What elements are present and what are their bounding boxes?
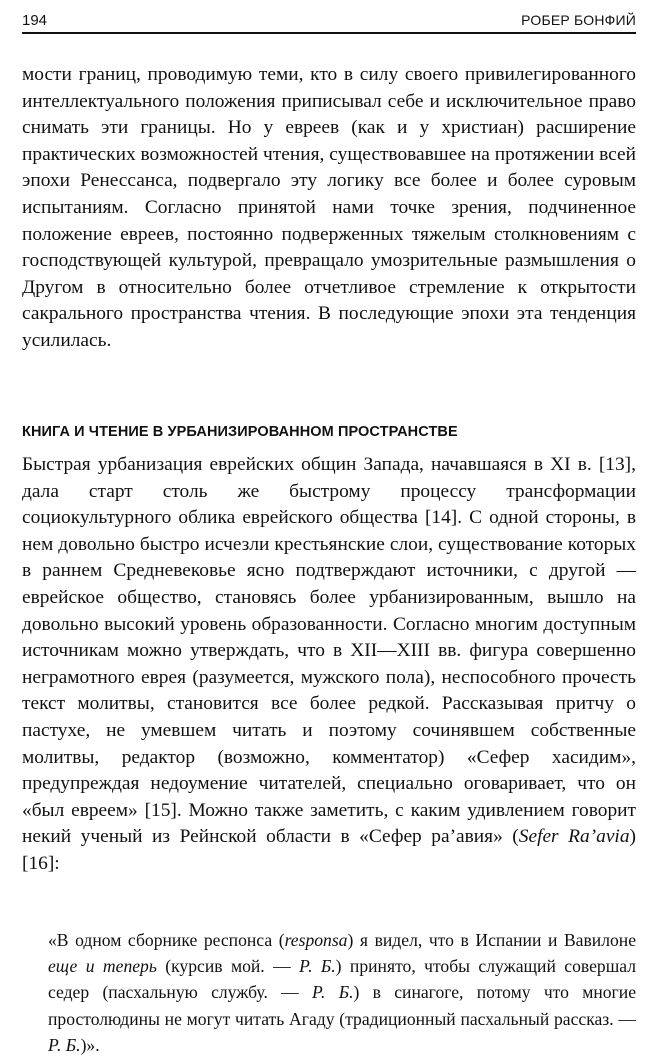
quote-part-e: ) в синагоге, потому что многие простолюдины не могут читать Агаду (традиционный пасхальный рассказ. — — [48, 982, 636, 1029]
quote-part-f: )». — [80, 1034, 100, 1055]
quote-italic-responsa: responsa — [284, 930, 348, 950]
paragraph-1: мости границ, проводимую теми, кто в силу своего привилегированного интеллектуального положения приписывал себе и исключительное право снимать эти границы. Но у евреев (как и у христиан) расширение практических возможностей чтения, существовавшее на протяжении всей эпохи Ренессанса, подвергало эту логику все более и более суровым испытаниям. Согласно принятой нами точке зрения, подчиненное положение евреев, постоянно подверженных тяжелым столкновениям с господствующей культурой, превращало умозрительные размышления о Другом в относительно более отчетливое стремление к открытости сакрального пространства чтения. В последующие эпохи эта тенденция усилилась. — [22, 64, 636, 351]
quote-part-b: ) я видел, что в Испании и Вавилоне — [347, 930, 637, 950]
quote-part-c: (курсив мой. — — [156, 956, 300, 977]
page-number: 194 — [22, 12, 48, 29]
page-header — [22, 6, 636, 34]
quote-italic-initials-3: Р. Б. — [48, 1034, 81, 1055]
running-title: РОБЕР БОНФИЙ — [521, 12, 636, 28]
quote-italic-initials-1: Р. Б. — [299, 956, 336, 977]
paragraph-2-text: Быстрая урбанизация еврейских общин Запада, начавшаяся в XI в. [13], дала старт столь же быстрому процессу трансформации социокультурного облика еврейского общества [14]. С одной стороны, в нем довольно быстро исчезли крестьянские слои, существование которых в раннем Средневековье ясно подтверждают источники, с другой — еврейское общество, становясь более урбанизированным, вышло на довольно высокий уровень образованности. Согласно многим доступным источникам можно утверждать, что в XII—XIII вв. фигура совершенно неграмотного еврея (разумеется, мужского пола), неспособного прочесть текст молитвы, становится все более редкой. Рассказывая притчу о пастухе, не умевшем читать и поэтому сочинявшем собственные молитвы, редактор (возможно, комментатор) «Сефер хасидим», предупреждая недоумение читателей, специально оговаривает, что он «был евреем» [15]. Можно также заметить, с каким удивлением говорит некий ученый из Рейнской области в «Сефер ра’авия» ( — [22, 454, 636, 848]
quote-part-a: «В одном сборнике респонса ( — [48, 930, 285, 950]
quote-italic-initials-2: Р. Б. — [312, 982, 354, 1003]
block-quote — [48, 927, 636, 1058]
quote-part-d: ) принято, чтобы служащий совершал седер (пасхальную службу. — — [48, 956, 637, 1003]
quote-italic-emphasis: еще и теперь — [48, 956, 157, 977]
section-heading: КНИГА И ЧТЕНИЕ В УРБАНИЗИРОВАННОМ ПРОСТРАНСТВЕ — [22, 424, 458, 440]
paragraph-2-italic-title: Sefer Ra’avia — [518, 826, 630, 848]
paragraph-2 — [22, 452, 636, 878]
paragraph-2-end: ) [16]: — [22, 826, 636, 874]
